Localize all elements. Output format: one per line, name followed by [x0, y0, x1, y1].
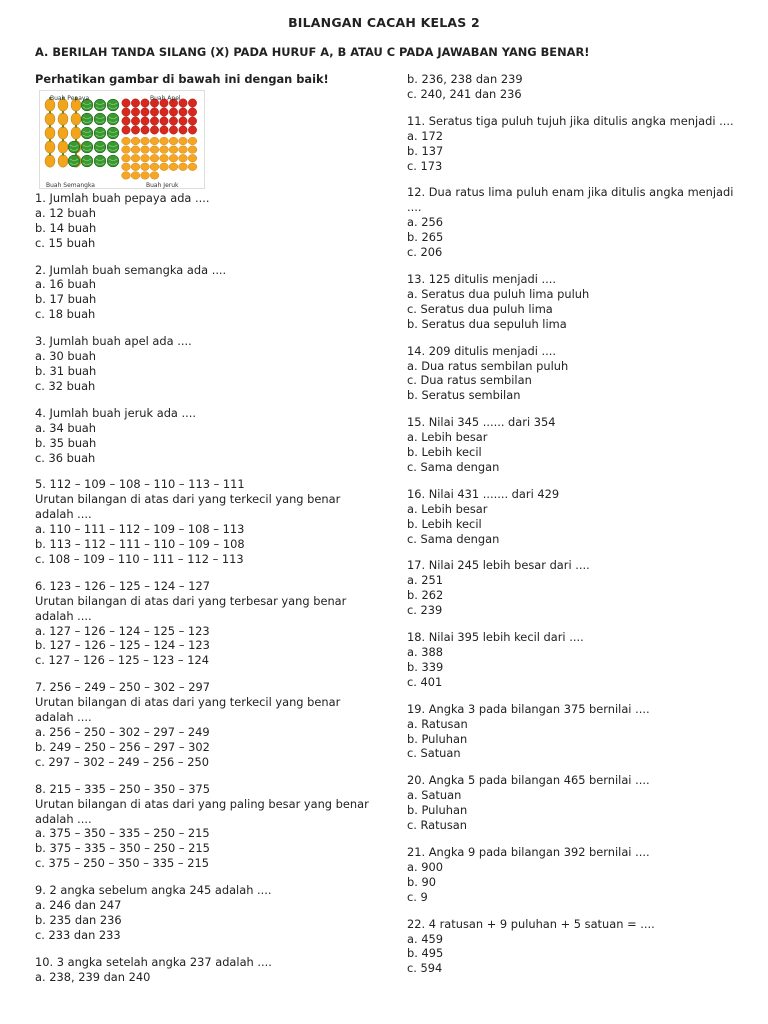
orange-icon: [179, 146, 188, 154]
apple-icon: [160, 126, 168, 134]
question-line: c. Sama dengan: [407, 459, 500, 474]
question-line: c. 594: [407, 961, 443, 976]
page-title: BILANGAN CACAH KELAS 2: [288, 15, 480, 30]
question-line: a. 459: [407, 931, 443, 946]
papaya-icon: [45, 127, 55, 139]
question-line: adalah ....: [35, 608, 92, 623]
question-line: a. 256 – 250 – 302 – 297 – 249: [35, 725, 210, 739]
question-text: 3. Jumlah buah apel ada ....: [35, 334, 192, 349]
question-line: b. 90: [407, 874, 436, 889]
orange-icon: [179, 154, 188, 162]
papaya-icon: [71, 113, 81, 125]
papaya-stem-icon: [62, 153, 64, 156]
question-text: 21. Angka 9 pada bilangan 392 bernilai ....: [407, 844, 650, 859]
orange-icon: [169, 137, 178, 145]
question-line: Urutan bilangan di atas dari yang paling besar yang benar: [35, 796, 369, 811]
question-line: a. 30 buah: [35, 349, 96, 364]
orange-icon: [160, 163, 169, 171]
question-block: [407, 415, 747, 475]
question-text: 14. 209 ditulis menjadi ....: [407, 343, 557, 358]
apple-icon: [188, 126, 196, 134]
question-block: [35, 680, 385, 769]
orange-icon: [188, 163, 197, 171]
watermelon-icon: [81, 141, 93, 153]
question-line: c. 206: [407, 245, 443, 260]
question-text: 18. Nilai 395 lebih kecil dari ....: [407, 630, 584, 645]
question-text: 7. 256 – 249 – 250 – 302 – 297: [35, 680, 210, 695]
right-question-list: [407, 72, 747, 976]
question-text: 19. Angka 3 pada bilangan 375 bernilai ....: [407, 701, 650, 716]
label-orange: Buah Jeruk: [146, 181, 179, 189]
question-block: [407, 558, 747, 618]
question-line: c. 401: [407, 674, 443, 689]
question-block: [35, 334, 385, 394]
question-line: b. Puluhan: [407, 803, 468, 818]
question-block: [35, 263, 385, 323]
question-block: [407, 773, 747, 833]
orange-icon: [179, 137, 188, 145]
question-line: b. Lebih kecil: [407, 445, 482, 460]
question-line: a. Ratusan: [407, 716, 468, 731]
question-text: 22. 4 ratusan + 9 puluhan + 5 satuan = ....: [407, 916, 655, 931]
question-line: b. Seratus sembilan: [407, 388, 521, 403]
question-line: b. 35 buah: [35, 435, 97, 450]
question-block: [407, 185, 747, 260]
papaya-stem-icon: [62, 111, 64, 114]
question-text: 20. Angka 5 pada bilangan 465 bernilai ....: [407, 773, 650, 788]
apple-icon: [141, 108, 149, 116]
papaya-icon: [71, 127, 81, 139]
question-line: adalah ....: [35, 811, 92, 826]
question-text: 4. Jumlah buah jeruk ada ....: [35, 405, 197, 420]
question-line: c. 127 – 126 – 125 – 123 – 124: [35, 653, 209, 668]
apple-icon: [131, 126, 139, 134]
question-line: c. 173: [407, 158, 443, 173]
orange-icon: [122, 146, 131, 154]
question-line: c. 239: [407, 603, 443, 618]
question-block: [407, 72, 747, 102]
orange-icon: [150, 163, 159, 171]
label-apple: Buah Apel: [150, 94, 181, 102]
question-line: c. Ratusan: [407, 818, 467, 833]
question-line: c. 32 buah: [35, 378, 96, 393]
orange-icon: [131, 172, 140, 180]
apple-icon: [188, 117, 196, 125]
question-block: [407, 272, 747, 332]
question-line: b. 137: [407, 143, 444, 158]
question-line: b. Lebih kecil: [407, 516, 482, 531]
papaya-icon: [45, 113, 55, 125]
question-line: a. Lebih besar: [407, 501, 488, 516]
watermelon-icon: [94, 99, 106, 111]
question-line: b. 235 dan 236: [35, 912, 122, 927]
label-papaya: Buah Pepaya: [50, 94, 90, 102]
orange-icon: [169, 146, 178, 154]
watermelon-icon: [81, 113, 93, 125]
orange-icon: [160, 154, 169, 162]
papaya-icon: [58, 155, 68, 167]
question-line: a. Dua ratus sembilan puluh: [407, 358, 569, 373]
question-line: Urutan bilangan di atas dari yang terkecil yang benar: [35, 695, 341, 710]
watermelon-icon: [107, 127, 119, 139]
orange-icon: [160, 137, 169, 145]
papaya-icon: [58, 113, 68, 125]
question-line: c. Dua ratus sembilan: [407, 373, 532, 388]
question-block: [407, 630, 747, 690]
question-line: b. 127 – 126 – 125 – 124 – 123: [35, 638, 210, 653]
question-line: a. 172: [407, 128, 443, 143]
orange-icon: [160, 146, 169, 154]
fruit-illustration: [39, 90, 205, 189]
watermelon-icon: [68, 155, 80, 167]
question-text: 10. 3 angka setelah angka 237 adalah ....: [35, 954, 272, 969]
question-block: [35, 883, 385, 943]
question-line: adalah ....: [35, 710, 92, 725]
question-block: [407, 845, 747, 905]
question-block: [407, 702, 747, 762]
orange-icon: [131, 163, 140, 171]
orange-icon: [122, 172, 131, 180]
question-text: 5. 112 – 109 – 108 – 110 – 113 – 111: [35, 477, 245, 492]
question-block: [35, 477, 385, 566]
question-block: [35, 406, 385, 466]
orange-icon: [122, 163, 131, 171]
question-line: a. 900: [407, 859, 443, 874]
question-line: b. 249 – 250 – 256 – 297 – 302: [35, 739, 210, 754]
question-text: 9. 2 angka sebelum angka 245 adalah ....: [35, 883, 272, 898]
apple-icon: [122, 117, 130, 125]
question-text: 11. Seratus tiga puluh tujuh jika ditulis angka menjadi ....: [407, 113, 734, 128]
question-line: b. 265: [407, 230, 444, 245]
watermelon-icon: [68, 141, 80, 153]
question-text: 15. Nilai 345 ...... dari 354: [407, 415, 556, 430]
left-question-list: [35, 191, 385, 985]
apple-icon: [169, 117, 177, 125]
question-line: b. 113 – 112 – 111 – 110 – 109 – 108: [35, 537, 245, 552]
question-line: b. Puluhan: [407, 731, 468, 746]
orange-icon: [141, 163, 150, 171]
papaya-stem-icon: [49, 153, 51, 156]
question-text: 8. 215 – 335 – 250 – 350 – 375: [35, 781, 210, 796]
question-line: b. 17 buah: [35, 292, 97, 307]
question-line: adalah ....: [35, 507, 92, 522]
apple-icon: [150, 126, 158, 134]
question-line: b. 495: [407, 946, 444, 961]
orange-icon: [141, 154, 150, 162]
watermelon-icon: [107, 113, 119, 125]
orange-icon: [169, 154, 178, 162]
question-line: a. 127 – 126 – 124 – 125 – 123: [35, 623, 210, 638]
question-line: b. 262: [407, 588, 444, 603]
apple-icon: [160, 108, 168, 116]
papaya-stem-icon: [62, 139, 64, 142]
papaya-icon: [45, 155, 55, 167]
question-text: b. 236, 238 dan 239: [407, 72, 523, 86]
question-line: c. 18 buah: [35, 307, 96, 322]
question-text: 12. Dua ratus lima puluh enam jika ditulis angka menjadi: [407, 185, 734, 200]
papaya-stem-icon: [75, 125, 77, 128]
apple-icon: [131, 117, 139, 125]
question-block: [407, 917, 747, 977]
orange-icon: [122, 137, 131, 145]
question-block: [35, 191, 385, 251]
apple-icon: [122, 126, 130, 134]
question-block: [35, 955, 385, 985]
question-line: ....: [407, 200, 422, 215]
question-line: c. Seratus dua puluh lima: [407, 301, 553, 316]
left-column: [35, 72, 385, 997]
question-text: 17. Nilai 245 lebih besar dari ....: [407, 558, 590, 573]
question-line: a. 34 buah: [35, 420, 96, 435]
watermelon-icon: [94, 155, 106, 167]
question-line: a. 375 – 350 – 335 – 250 – 215: [35, 826, 210, 841]
apple-icon: [131, 108, 139, 116]
papaya-stem-icon: [49, 139, 51, 142]
orange-icon: [141, 146, 150, 154]
apple-icon: [188, 108, 196, 116]
right-column: [407, 72, 747, 988]
question-line: Urutan bilangan di atas dari yang terkecil yang benar: [35, 492, 341, 507]
apple-icon: [179, 126, 187, 134]
orange-icon: [150, 154, 159, 162]
watermelon-icon: [107, 155, 119, 167]
apple-icon: [131, 99, 139, 107]
question-line: c. 240, 241 dan 236: [407, 86, 522, 101]
orange-icon: [169, 163, 178, 171]
question-block: [35, 782, 385, 871]
apple-icon: [141, 99, 149, 107]
apple-icon: [141, 126, 149, 134]
watermelon-icon: [94, 113, 106, 125]
papaya-stem-icon: [75, 111, 77, 114]
orange-icon: [150, 137, 159, 145]
question-line: a. 256: [407, 215, 443, 230]
apple-icon: [150, 108, 158, 116]
apple-icon: [122, 99, 130, 107]
question-line: c. 108 – 109 – 110 – 111 – 112 – 113: [35, 551, 244, 566]
papaya-icon: [58, 141, 68, 153]
question-line: a. 246 dan 247: [35, 898, 122, 913]
apple-icon: [169, 126, 177, 134]
watermelon-icon: [107, 141, 119, 153]
papaya-stem-icon: [49, 111, 51, 114]
apple-icon: [169, 108, 177, 116]
question-text: 13. 125 ditulis menjadi ....: [407, 271, 557, 286]
instruction-heading: A. BERILAH TANDA SILANG (X) PADA HURUF A, B ATAU C PADA JAWABAN YANG BENAR!: [35, 45, 590, 59]
orange-icon: [188, 146, 197, 154]
watermelon-icon: [94, 127, 106, 139]
apple-icon: [122, 108, 130, 116]
question-line: b. 14 buah: [35, 220, 97, 235]
orange-icon: [131, 137, 140, 145]
orange-icon: [188, 154, 197, 162]
orange-icon: [150, 146, 159, 154]
papaya-stem-icon: [62, 125, 64, 128]
question-text: 16. Nilai 431 ....... dari 429: [407, 486, 560, 501]
apple-icon: [179, 117, 187, 125]
papaya-stem-icon: [49, 125, 51, 128]
question-block: [407, 487, 747, 547]
question-line: a. 16 buah: [35, 277, 96, 292]
orange-icon: [131, 154, 140, 162]
question-block: [35, 579, 385, 668]
question-line: b. 339: [407, 659, 444, 674]
orange-icon: [122, 154, 131, 162]
papaya-icon: [58, 127, 68, 139]
question-line: c. 9: [407, 889, 428, 904]
question-text: 1. Jumlah buah pepaya ada ....: [35, 190, 210, 205]
orange-icon: [131, 146, 140, 154]
question-line: a. 110 – 111 – 112 – 109 – 108 – 113: [35, 522, 245, 537]
image-instruction: Perhatikan gambar di bawah ini dengan baik!: [35, 72, 329, 86]
question-line: Urutan bilangan di atas dari yang terbesar yang benar: [35, 593, 347, 608]
question-line: a. Satuan: [407, 788, 462, 803]
question-line: a. 238, 239 dan 240: [35, 969, 151, 984]
papaya-icon: [45, 141, 55, 153]
question-block: [407, 114, 747, 174]
question-line: c. 297 – 302 – 249 – 256 – 250: [35, 754, 209, 769]
apple-icon: [160, 117, 168, 125]
orange-icon: [188, 137, 197, 145]
question-line: c. Satuan: [407, 746, 461, 761]
watermelon-icon: [81, 127, 93, 139]
question-line: a. 251: [407, 573, 443, 588]
orange-icon: [179, 163, 188, 171]
question-block: [407, 344, 747, 404]
apple-icon: [141, 117, 149, 125]
question-line: b. 31 buah: [35, 363, 97, 378]
question-line: a. Lebih besar: [407, 430, 488, 445]
orange-icon: [141, 137, 150, 145]
apple-icon: [188, 99, 196, 107]
question-line: b. 375 – 335 – 350 – 250 – 215: [35, 841, 210, 856]
watermelon-icon: [94, 141, 106, 153]
question-line: a. 12 buah: [35, 205, 96, 220]
question-line: c. 36 buah: [35, 450, 96, 465]
label-watermelon: Buah Semangka: [46, 181, 95, 189]
question-line: c. 375 – 250 – 350 – 335 – 215: [35, 856, 209, 871]
watermelon-icon: [81, 155, 93, 167]
question-line: c. 233 dan 233: [35, 927, 121, 942]
question-line: a. Seratus dua puluh lima puluh: [407, 286, 590, 301]
apple-icon: [179, 108, 187, 116]
question-text: 6. 123 – 126 – 125 – 124 – 127: [35, 578, 210, 593]
question-line: a. 388: [407, 645, 443, 659]
question-text: 2. Jumlah buah semangka ada ....: [35, 262, 227, 277]
apple-icon: [150, 117, 158, 125]
question-line: c. Sama dengan: [407, 531, 500, 546]
question-line: b. Seratus dua sepuluh lima: [407, 316, 567, 331]
watermelon-icon: [107, 99, 119, 111]
question-line: c. 15 buah: [35, 235, 96, 250]
